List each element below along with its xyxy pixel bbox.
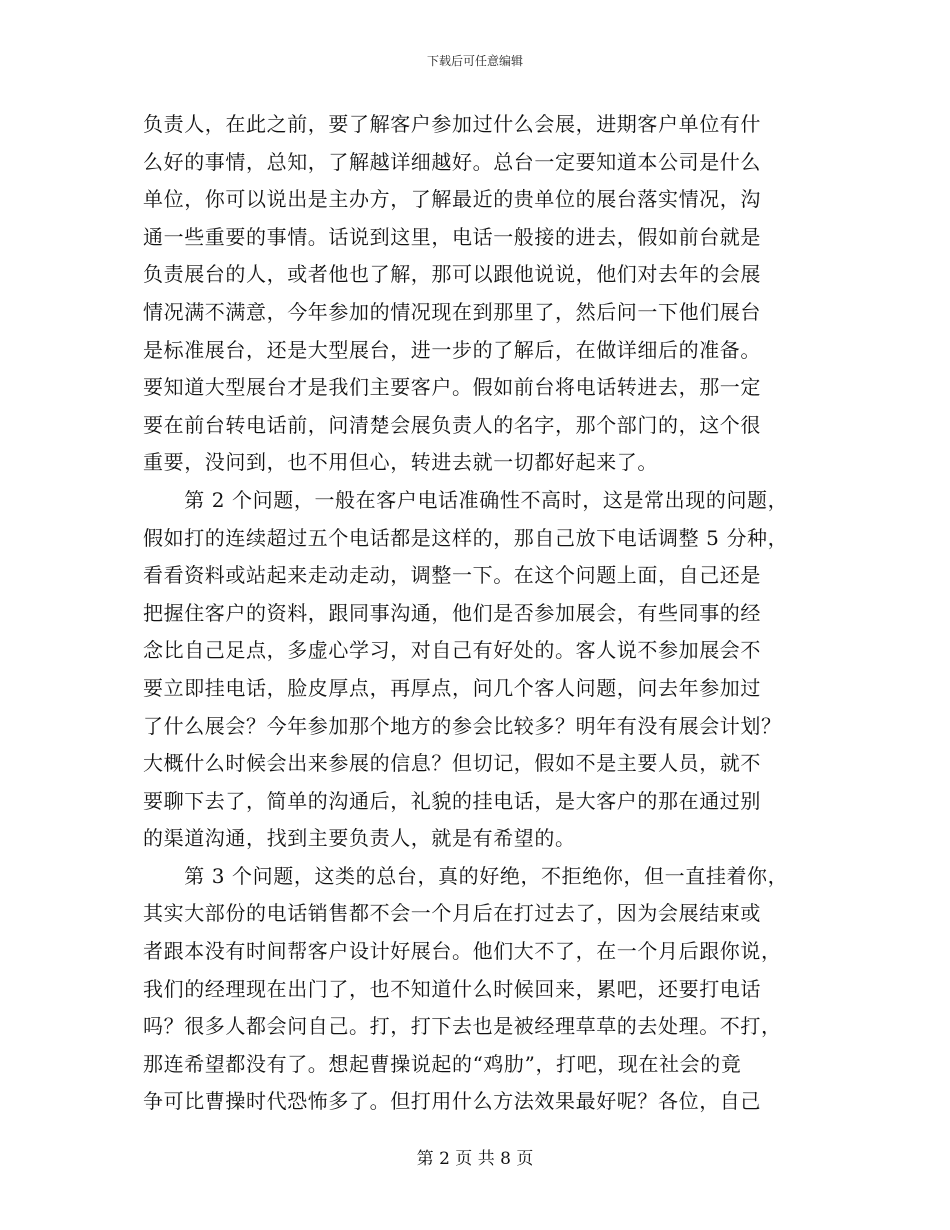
- text-line: 负责人，在此之前，要了解客户参加过什么会展，进期客户单位有什: [143, 112, 761, 136]
- text-line: 要聊下去了，简单的沟通后，礼貌的挂电话，是大客户的那在通过别: [143, 788, 761, 813]
- text-line: 大概什么时候会出来参展的信息？但切记，假如不是主要人员，就不: [143, 751, 761, 776]
- text-line: 么好的事情，总知，了解越详细越好。总台一定要知道本公司是什么: [143, 149, 761, 174]
- text-line: 情况满不满意，今年参加的情况现在到那里了，然后问一下他们展台: [143, 299, 761, 324]
- page-header: 下载后可任意编辑: [426, 54, 523, 68]
- text-line: 通一些重要的事情。话说到这里，电话一般接的进去，假如前台就是: [143, 224, 761, 249]
- text-line: 假如打的连续超过五个电话都是这样的，那自己放下电话调整 5 分种，: [143, 525, 789, 550]
- text-line: 了什么展会？今年参加那个地方的参会比较多？明年有没有展会计划？: [143, 713, 782, 738]
- text-line: 要知道大型展台才是我们主要客户。假如前台将电话转进去，那一定: [143, 375, 761, 400]
- text-line: 负责展台的人，或者他也了解，那可以跟他说说，他们对去年的会展: [143, 262, 761, 287]
- text-line: 第 2 个问题，一般在客户电话准确性不高时，这是常出现的问题，: [143, 487, 789, 512]
- document-body: [143, 106, 803, 1121]
- text-line: 是标准展台，还是大型展台，进一步的了解后，在做详细后的准备。: [143, 337, 761, 362]
- text-line: 吗？很多人都会问自己。打，打下去也是被经理草草的去处理。不打，: [143, 1014, 782, 1039]
- text-line: 第 3 个问题，这类的总台，真的好绝，不拒绝你，但一直挂着你，: [143, 863, 789, 888]
- text-line: 其实大部份的电话销售都不会一个月后在打过去了，因为会展结束或: [143, 901, 761, 926]
- text-line: 念比自己足点，多虚心学习，对自己有好处的。客人说不参加展会不: [143, 638, 761, 663]
- text-line: 争可比曹操时代恐怖多了。但打用什么方法效果最好呢？各位，自己: [143, 1089, 761, 1114]
- text-line: 要立即挂电话，脸皮厚点，再厚点，问几个客人问题，问去年参加过: [143, 675, 761, 700]
- text-line: 重要，没问到，也不用但心，转进去就一切都好起来了。: [143, 450, 658, 475]
- text-line: 者跟本没有时间帮客户设计好展台。他们大不了，在一个月后跟你说，: [143, 939, 782, 964]
- text-line: 看看资料或站起来走动走动，调整一下。在这个问题上面，自己还是: [143, 563, 761, 588]
- text-line: 我们的经理现在出门了，也不知道什么时候回来，累吧，还要打电话: [143, 976, 761, 1001]
- text-line: 那连希望都没有了。想起曹操说起的“鸡肋”，打吧，现在社会的竟: [143, 1051, 742, 1076]
- text-line: 把握住客户的资料，跟同事沟通，他们是否参加展会，有些同事的经: [143, 600, 761, 625]
- page-number-footer: 第 2 页 共 8 页: [416, 1149, 534, 1169]
- text-line: 的渠道沟通，找到主要负责人，就是有希望的。: [143, 826, 576, 851]
- text-line: 单位，你可以说出是主办方，了解最近的贵单位的展台落实情况，沟: [143, 187, 761, 212]
- text-line: 要在前台转电话前，问清楚会展负责人的名字，那个部门的，这个很: [143, 412, 761, 437]
